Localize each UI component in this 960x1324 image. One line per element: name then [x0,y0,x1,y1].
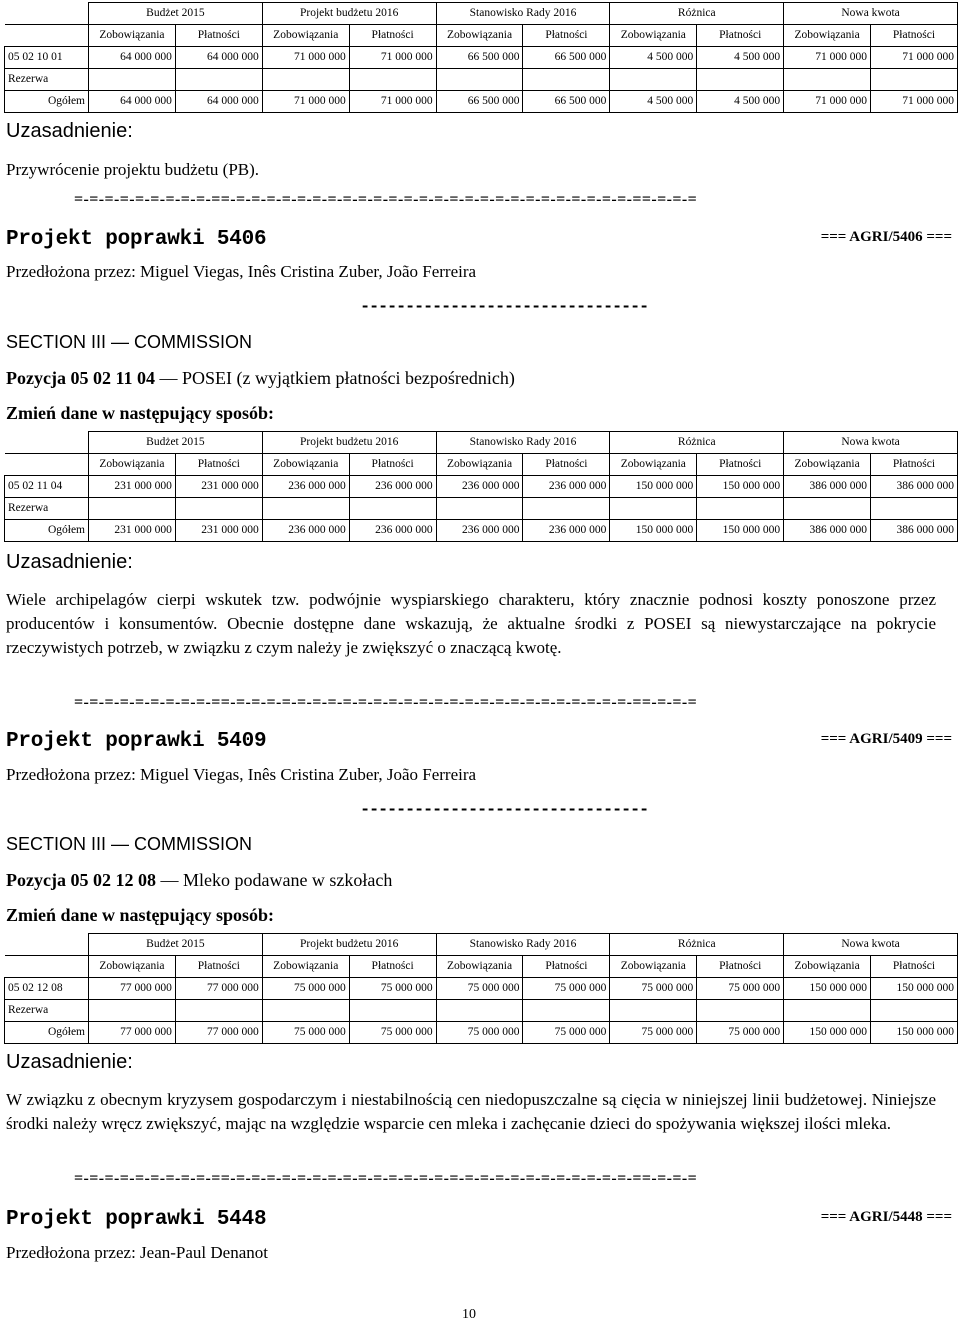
table-cell: 71 000 000 [349,91,436,113]
amendment-title: Projekt poprawki 5406 [6,228,267,251]
header-payments: Płatności [697,956,784,978]
budget-item-heading: Pozycja 05 02 12 08 — Mleko podawane w szkołach [6,870,393,890]
table-cell: 75 000 000 [697,978,784,1000]
header-budget-2015: Budżet 2015 [89,3,263,25]
total-label: Ogółem [5,1022,89,1044]
header-difference: Różnica [610,934,784,956]
header-commitments: Zobowiązania [784,25,871,47]
header-payments: Płatności [175,25,262,47]
reserve-label: Rezerwa [5,1000,89,1022]
header-council-position-2016: Stanowisko Rady 2016 [436,432,610,454]
justification-text: Przywrócenie projektu budżetu (PB). [6,160,260,179]
header-budget-2015: Budżet 2015 [89,934,263,956]
justification-heading: Uzasadnienie: [6,551,133,573]
header-payments: Płatności [871,454,958,476]
amendment-title: Projekt poprawki 5409 [6,730,267,753]
table-cell: 4 500 000 [610,47,697,69]
amendment-code: === AGRI/5409 === [820,731,952,747]
justification-text: W związku z obecnym kryzysem gospodarczym i niestabilnością cen niedopuszczalne są cięcia w niniejszej linii budżetowej. Niniejsze środki należy wręcz zwiększyć, mając na względzie wsparcie cen mleka i zachęcanie dzieci do spożywania większej ilości mleka. [6,1090,936,1133]
header-draft-budget-2016: Projekt budżetu 2016 [262,934,436,956]
modify-instruction: Zmień dane w następujący sposób: [6,905,275,925]
table-cell: 150 000 000 [610,520,697,542]
table-row-reserve [5,1000,958,1022]
dash-divider: -------------------------------- [360,298,649,317]
table-header-sub [5,25,958,47]
section-heading: SECTION III — COMMISSION [6,332,253,352]
table-cell: 64 000 000 [175,91,262,113]
budget-item-code: Pozycja 05 02 12 08 [6,870,156,890]
table-row-total [5,520,958,542]
table-cell: 236 000 000 [349,520,436,542]
modify-instruction: Zmień dane w następujący sposób: [6,403,275,423]
table-cell: 75 000 000 [610,978,697,1000]
budget-table-05-02-10-01 [4,2,958,113]
table-cell: 75 000 000 [697,1022,784,1044]
table-cell: 75 000 000 [436,1022,523,1044]
reserve-label: Rezerwa [5,498,89,520]
table-cell: 71 000 000 [784,91,871,113]
header-commitments: Zobowiązania [262,454,349,476]
table-cell: 236 000 000 [523,476,610,498]
table-cell: 71 000 000 [784,47,871,69]
table-cell: 64 000 000 [89,47,176,69]
table-cell: 75 000 000 [349,978,436,1000]
table-header-sub [5,454,958,476]
table-cell: 236 000 000 [436,520,523,542]
header-new-amount: Nowa kwota [784,3,958,25]
header-payments: Płatności [697,454,784,476]
total-label: Ogółem [5,91,89,113]
table-cell: 75 000 000 [349,1022,436,1044]
amendment-code: === AGRI/5406 === [820,229,952,245]
table-cell: 236 000 000 [523,520,610,542]
table-cell: 150 000 000 [697,476,784,498]
table-cell: 71 000 000 [871,47,958,69]
header-commitments: Zobowiązania [436,956,523,978]
table-cell: 75 000 000 [523,978,610,1000]
table-cell: 71 000 000 [262,91,349,113]
table-cell: 66 500 000 [523,47,610,69]
header-council-position-2016: Stanowisko Rady 2016 [436,3,610,25]
table-cell: 75 000 000 [262,1022,349,1044]
header-payments: Płatności [349,956,436,978]
budget-item-name: POSEI (z wyjątkiem płatności bezpośrednich) [181,368,515,388]
table-cell: 64 000 000 [175,47,262,69]
table-cell: 150 000 000 [784,978,871,1000]
header-commitments: Zobowiązania [262,956,349,978]
budget-item-name: Mleko podawane w szkołach [182,870,393,890]
header-payments: Płatności [871,25,958,47]
budget-table-05-02-12-08 [4,933,958,1044]
table-header-groups [5,432,958,454]
table-cell: 64 000 000 [89,91,176,113]
table-cell: 150 000 000 [697,520,784,542]
table-cell: 71 000 000 [871,91,958,113]
table-header-groups [5,3,958,25]
budget-item-heading: Pozycja 05 02 11 04 — POSEI (z wyjątkiem płatności bezpośrednich) [6,368,515,388]
table-row-reserve [5,69,958,91]
page-number: 10 [462,1307,476,1322]
table-cell: 75 000 000 [610,1022,697,1044]
table-cell: 236 000 000 [262,476,349,498]
header-payments: Płatności [175,454,262,476]
header-payments: Płatności [697,25,784,47]
table-cell: 4 500 000 [697,47,784,69]
table-row [5,47,958,69]
table-cell: 231 000 000 [89,520,176,542]
tabled-by: Przedłożona przez: Miguel Viegas, Inês Cristina Zuber, João Ferreira [6,765,477,784]
section-heading: SECTION III — COMMISSION [6,834,253,854]
table-cell: 66 500 000 [523,91,610,113]
reserve-label: Rezerwa [5,69,89,91]
table-cell: 150 000 000 [784,1022,871,1044]
table-cell: 4 500 000 [610,91,697,113]
table-cell: 77 000 000 [89,978,176,1000]
table-cell: 150 000 000 [871,1022,958,1044]
budget-item-code: Pozycja 05 02 11 04 [6,368,155,388]
header-new-amount: Nowa kwota [784,432,958,454]
justification-heading: Uzasadnienie: [6,1051,133,1073]
header-commitments: Zobowiązania [89,956,176,978]
header-payments: Płatności [523,25,610,47]
table-cell: 231 000 000 [175,520,262,542]
table-cell: 386 000 000 [871,476,958,498]
header-new-amount: Nowa kwota [784,934,958,956]
header-commitments: Zobowiązania [610,454,697,476]
budget-line-code: 05 02 10 01 [5,47,89,69]
table-cell: 66 500 000 [436,91,523,113]
tabled-by: Przedłożona przez: Miguel Viegas, Inês Cristina Zuber, João Ferreira [6,262,477,281]
header-commitments: Zobowiązania [436,25,523,47]
table-header-sub [5,956,958,978]
header-payments: Płatności [523,956,610,978]
budget-line-code: 05 02 12 08 [5,978,89,1000]
total-label: Ogółem [5,520,89,542]
header-payments: Płatności [349,25,436,47]
table-cell: 77 000 000 [89,1022,176,1044]
table-cell: 77 000 000 [175,978,262,1000]
table-cell: 71 000 000 [349,47,436,69]
table-cell: 386 000 000 [871,520,958,542]
header-draft-budget-2016: Projekt budżetu 2016 [262,432,436,454]
header-council-position-2016: Stanowisko Rady 2016 [436,934,610,956]
header-commitments: Zobowiązania [262,25,349,47]
table-cell: 66 500 000 [436,47,523,69]
separator-line: =-=-=-=-=-=-=-=-=-==-=-=-=-=-=-=-=-=-=-=-=-=-=-=-=-=-=-=-=-=-=-=-=-=-=-=-==-=-=-= [74,694,698,711]
justification-heading: Uzasadnienie: [6,120,133,142]
header-commitments: Zobowiązania [784,454,871,476]
table-cell: 150 000 000 [871,978,958,1000]
table-cell: 71 000 000 [262,47,349,69]
table-cell: 4 500 000 [697,91,784,113]
table-row-total [5,91,958,113]
table-row-total [5,1022,958,1044]
header-budget-2015: Budżet 2015 [89,432,263,454]
justification-text: Wiele archipelagów cierpi wskutek tzw. podwójnie wyspiarskiego charakteru, który znacznie podnosi koszty ponoszone przez producentów i konsumentów. Obecnie dostępne dane wskazują, że aktualne środki z POSEI są niewystarczające na pokrycie rzeczywistych potrzeb, w związku z czym należy je zwiększyć o znaczącą kwotę. [6,590,936,657]
header-commitments: Zobowiązania [89,25,176,47]
separator-line: =-=-=-=-=-=-=-=-=-==-=-=-=-=-=-=-=-=-=-=-=-=-=-=-=-=-=-=-=-=-=-=-=-=-=-=-==-=-=-= [74,1170,698,1187]
budget-table-05-02-11-04 [4,431,958,542]
header-draft-budget-2016: Projekt budżetu 2016 [262,3,436,25]
table-cell: 236 000 000 [436,476,523,498]
header-commitments: Zobowiązania [89,454,176,476]
tabled-by: Przedłożona przez: Jean-Paul Denanot [6,1243,268,1262]
header-commitments: Zobowiązania [610,25,697,47]
table-cell: 75 000 000 [523,1022,610,1044]
header-payments: Płatności [871,956,958,978]
separator-line: =-=-=-=-=-=-=-=-=-==-=-=-=-=-=-=-=-=-=-=-=-=-=-=-=-=-=-=-=-=-=-=-=-=-=-=-==-=-=-= [74,191,698,208]
dash-divider: -------------------------------- [360,801,649,820]
table-cell: 386 000 000 [784,476,871,498]
header-payments: Płatności [349,454,436,476]
amendment-code: === AGRI/5448 === [820,1209,952,1225]
header-payments: Płatności [523,454,610,476]
budget-line-code: 05 02 11 04 [5,476,89,498]
table-cell: 236 000 000 [262,520,349,542]
table-cell: 231 000 000 [89,476,176,498]
table-header-groups [5,934,958,956]
amendment-title: Projekt poprawki 5448 [6,1208,267,1231]
header-commitments: Zobowiązania [436,454,523,476]
table-cell: 75 000 000 [262,978,349,1000]
table-cell: 77 000 000 [175,1022,262,1044]
header-difference: Różnica [610,3,784,25]
table-row-reserve [5,498,958,520]
table-cell: 231 000 000 [175,476,262,498]
header-commitments: Zobowiązania [784,956,871,978]
table-cell: 386 000 000 [784,520,871,542]
table-cell: 150 000 000 [610,476,697,498]
table-row [5,978,958,1000]
header-difference: Różnica [610,432,784,454]
table-cell: 75 000 000 [436,978,523,1000]
header-payments: Płatności [175,956,262,978]
header-commitments: Zobowiązania [610,956,697,978]
table-cell: 236 000 000 [349,476,436,498]
table-row [5,476,958,498]
